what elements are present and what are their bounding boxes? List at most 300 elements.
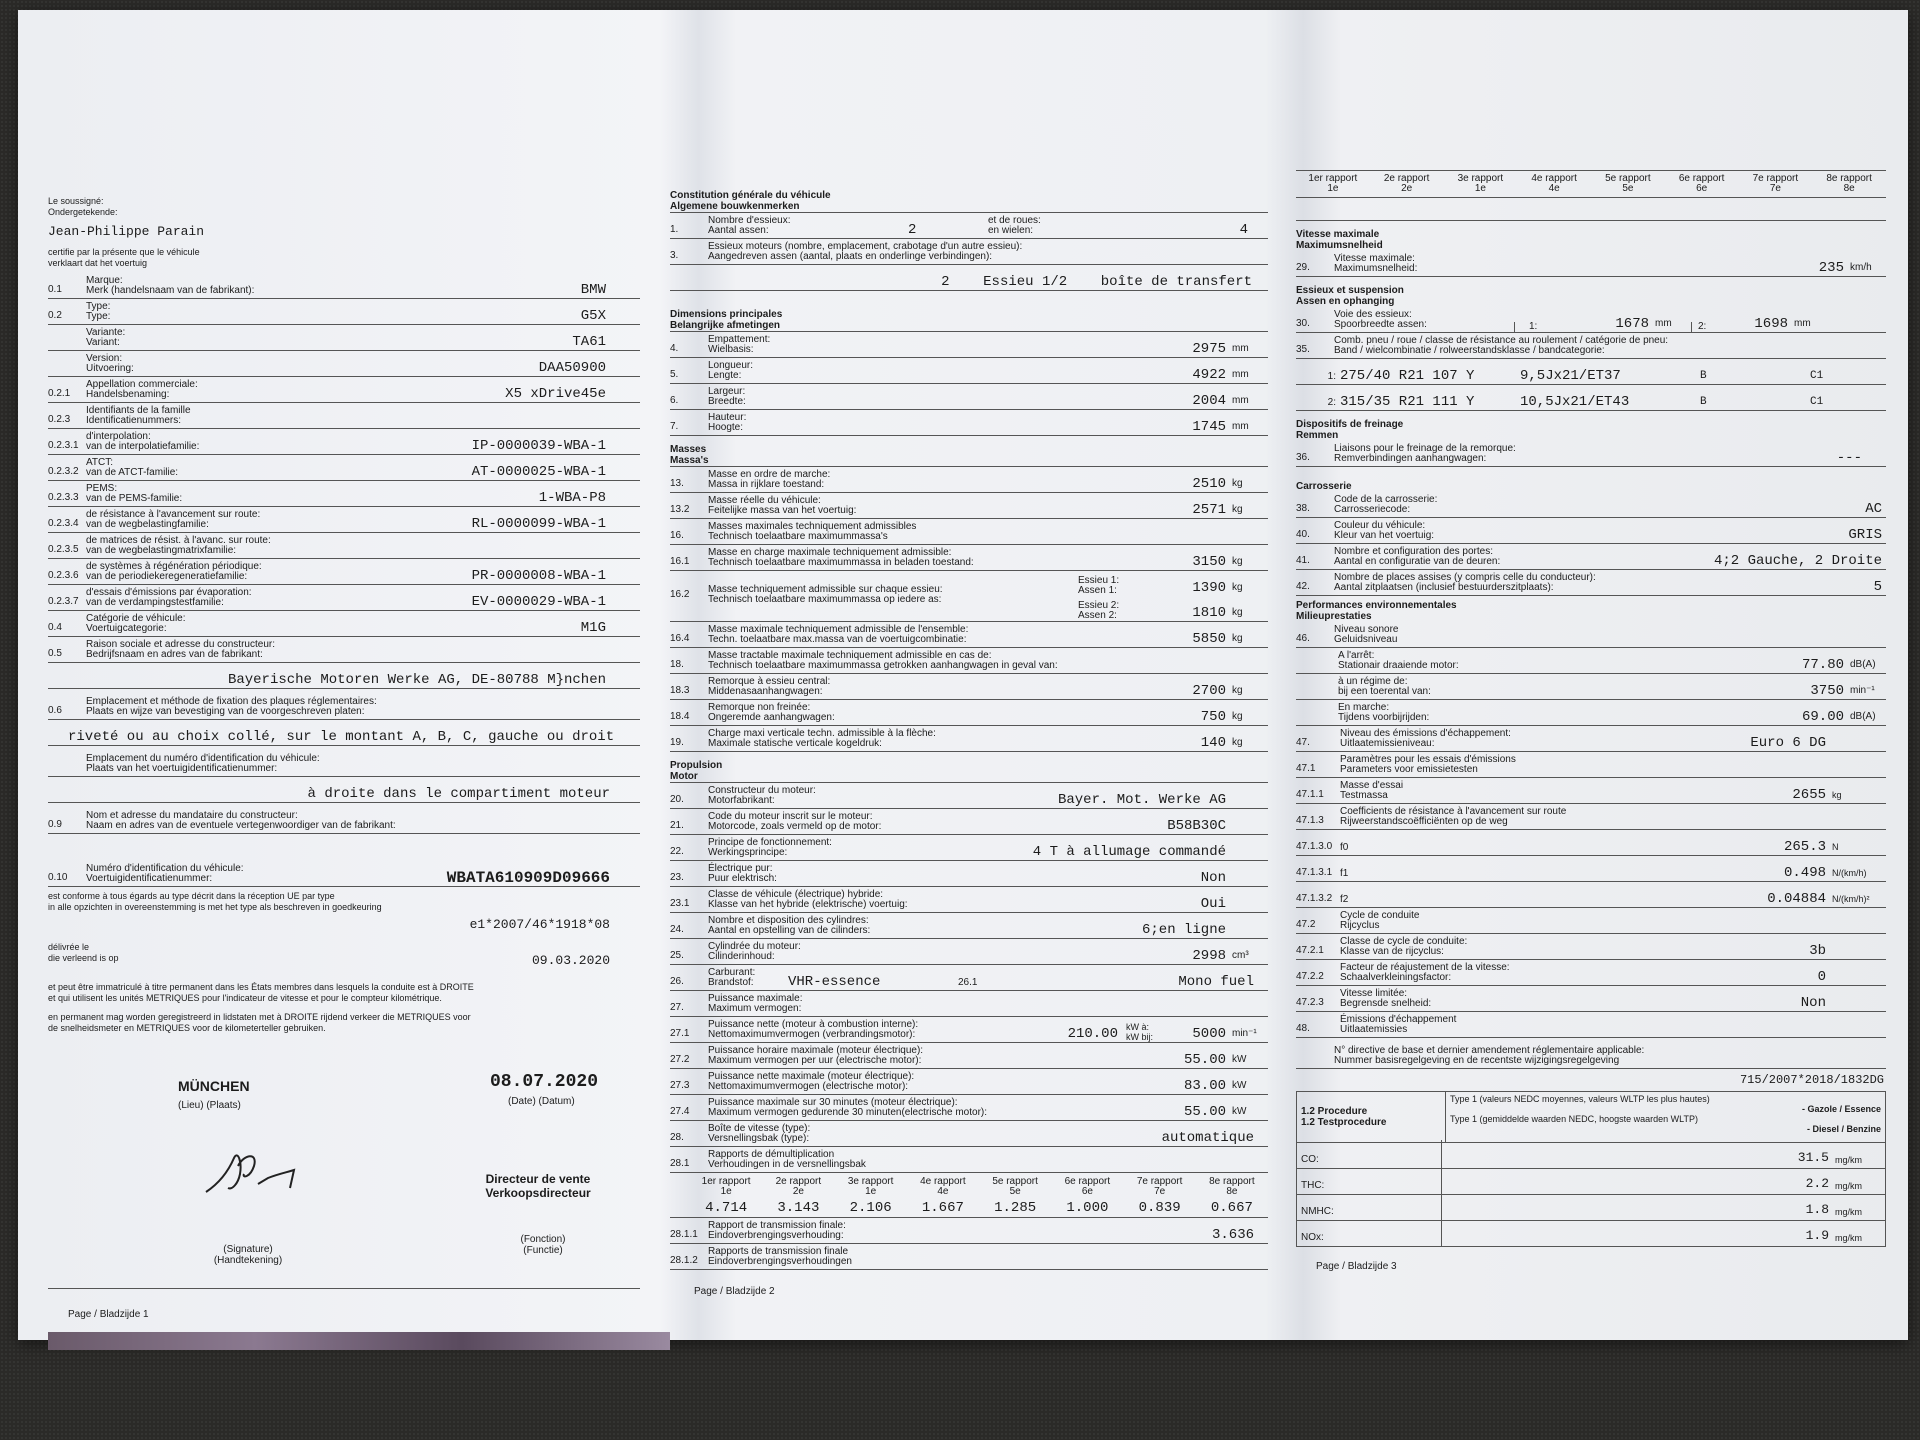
bottom-edge-strip: [48, 1332, 670, 1350]
emission-row: [1297, 1168, 1885, 1194]
dimension-row: [670, 410, 1268, 436]
spec-unit: [1826, 956, 1886, 959]
spec-value: X5 xDrive45e: [505, 386, 606, 402]
tyre-index: 2:: [1327, 397, 1336, 408]
spec-unit: kg: [1232, 504, 1243, 515]
spec-num: 47.2.1: [1296, 945, 1324, 956]
tyre-category: C1: [1810, 370, 1824, 382]
emission-parameter-row: [1296, 1012, 1886, 1038]
brake-header: Dispositifs de freinage Remmen: [1296, 419, 1404, 441]
gearbox-num: 28.: [670, 1132, 684, 1143]
spec-value: 4 T à allumage commandé: [1032, 844, 1226, 860]
spec-label: Puissance maximale sur 30 minutes (moteur électrique): Maximum vermogen gedurende 30 minuten(electrische motor):: [708, 1097, 988, 1118]
spec-num: 18.4: [670, 711, 690, 722]
spec-label: Charge maxi verticale techn. admissible à la flèche: Maximale statische verticale kogeldruk:: [708, 728, 936, 749]
spec-num: 47.1.3.0: [1296, 841, 1333, 852]
spec-num: 47.1.3.1: [1296, 867, 1333, 878]
emission-parameter-row: [1296, 726, 1886, 752]
mass-rows-2: [670, 622, 1268, 752]
gear-head: 4e rapport 4e: [1531, 173, 1577, 194]
spec-label: Masses maximales techniquement admissibles Technisch toelaatbare maximummassa's: [708, 521, 917, 542]
dimension-row: [670, 384, 1268, 410]
spec-value: 55.00: [1183, 1052, 1226, 1068]
emission-value: 2.2: [1805, 1176, 1829, 1191]
final-ratio-2-row: [670, 1244, 1268, 1270]
final-ratio-value: 3.636: [1211, 1227, 1254, 1243]
tyre-row: [1296, 333, 1886, 359]
tyre-combination-row: [1296, 359, 1886, 385]
spec-label: Raison sociale et adresse du constructeur: Bedrijfsnaam en adres van de fabrikant:: [86, 639, 275, 660]
spec-label: ATCT: van de ATCT-familie:: [86, 457, 179, 478]
spec-value: 5850: [1192, 631, 1226, 647]
spec-value: 1745: [1192, 419, 1226, 435]
spec-label: Niveau des émissions d'échappement: Uitlaatemissieniveau:: [1340, 728, 1511, 749]
spec-label: Hauteur: Hoogte:: [708, 412, 747, 433]
spec-unit: [1826, 930, 1886, 933]
net-power-label: Puissance nette (moteur à combustion interne): Nettomaximumvermogen (verbrandingsmotor):: [708, 1019, 919, 1040]
gear-head: 3e rapport 1e: [847, 1176, 894, 1197]
vin-value: WBATA610909D09666: [446, 869, 610, 887]
net-power-value: 210.00: [1067, 1026, 1118, 1042]
emission-parameter-row: [1296, 778, 1886, 804]
page1-spec-row: [48, 611, 640, 637]
spec-num: 13.2: [670, 504, 690, 515]
spec-label: Largeur: Breedte:: [708, 386, 746, 407]
body-rows: [1296, 492, 1886, 596]
spec-value: B58B30C: [1167, 818, 1226, 834]
signature-label: (Signature) (Handtekening): [213, 1244, 283, 1266]
spec-value: G5X: [580, 308, 606, 324]
track1-unit: mm: [1655, 318, 1672, 329]
noise-condition-label: En marche: Tijdens voorbijrijden:: [1338, 702, 1430, 723]
tyre-rim: 9,5Jx21/ET37: [1520, 368, 1621, 384]
page1-spec-row: [48, 637, 640, 663]
tyre-category: C1: [1810, 396, 1824, 408]
spec-value: TA61: [572, 334, 606, 350]
brake-row: [1296, 441, 1886, 467]
gear-head: 8e rapport 8e: [1826, 173, 1872, 194]
spec-unit: N/(km/h)²: [1832, 894, 1870, 904]
rep-num: 0.9: [48, 819, 62, 830]
spec-value: RL-0000099-WBA-1: [471, 516, 606, 532]
track-row: [1296, 307, 1886, 333]
axle1-label: Essieu 1: Assen 1:: [1078, 575, 1120, 596]
spec-unit: mm: [1232, 421, 1249, 432]
gear-head: 3e rapport 1e: [1457, 173, 1504, 194]
plates-num: 0.6: [48, 705, 62, 716]
gear-ratio-value: 4.714: [705, 1200, 748, 1216]
engine-rows: [670, 783, 1268, 965]
gear-head: 2e rapport 2e: [775, 1176, 822, 1197]
spec-label: d'essais d'émissions par évaporation: van de verdampingstestfamilie:: [86, 587, 252, 608]
spec-num: 6.: [670, 395, 679, 406]
page1-spec-row: [48, 403, 640, 429]
gearbox-label: Boîte de vitesse (type): Versnellingsbak (type):: [708, 1123, 811, 1144]
procedure-label: 1.2 Procedure 1.2 Testprocedure: [1297, 1092, 1446, 1142]
spec-value: 2700: [1192, 683, 1226, 699]
electric-power-rows: [670, 1043, 1268, 1121]
page-2-number: Page / Bladzijde 2: [694, 1286, 775, 1297]
spec-num: 47.1.3: [1296, 815, 1324, 826]
spec-unit: [1226, 935, 1268, 938]
spec-num: 47.2.2: [1296, 971, 1324, 982]
spec-num: 0.2.3.1: [48, 440, 79, 451]
spec-num: 27.3: [670, 1080, 690, 1091]
spec-num: 7.: [670, 421, 679, 432]
spec-label: de matrices de résist. à l'avanc. sur route: van de wegbelastingmatrixfamilie:: [86, 535, 271, 556]
plates-label: Emplacement et méthode de fixation des plaques réglementaires: Plaats en wijze van bevestiging van de voorgeschreven platen:: [86, 696, 377, 717]
coc-document-sheet: [18, 10, 1908, 1340]
gear-head: 4e rapport 4e: [920, 1176, 966, 1197]
axles-value: 2: [908, 222, 917, 238]
mass-row: [670, 622, 1268, 648]
mass-row: [670, 700, 1268, 726]
type1-nl: Type 1 (gemiddelde waarden NEDC, hoogste waarden WLTP): [1450, 1114, 1698, 1124]
spec-num: 0.2.3.6: [48, 570, 79, 581]
spec-label: Marque: Merk (handelsnaam van de fabrikant):: [86, 275, 255, 296]
plates-value: riveté ou au choix collé, sur le montant A, B, C, gauche ou droit: [68, 729, 615, 745]
spec-label: Cycle de conduite Rijcyclus: [1340, 910, 1420, 931]
gearbox-row: [670, 1121, 1268, 1147]
spec-value: M1G: [580, 620, 606, 636]
noise-value: 3750: [1810, 683, 1844, 699]
plates-value-row: [48, 720, 640, 746]
mass-row: [670, 493, 1268, 519]
issued-label: délivrée le die verleend is op: [48, 942, 119, 963]
spec-label: Empattement: Wielbasis:: [708, 334, 771, 355]
spec-num: 4.: [670, 343, 679, 354]
date-label: (Date) (Datum): [508, 1096, 575, 1107]
powered-value-row: [670, 265, 1268, 291]
ratios-row: [670, 1147, 1268, 1173]
directive-value: 715/2007*2018/1832DG: [1739, 1073, 1884, 1087]
page1-spec-row: [48, 455, 640, 481]
page-1-number: Page / Bladzijde 1: [48, 1288, 640, 1320]
gear-head: 5e rapport 5e: [992, 1176, 1038, 1197]
gear-ratio-value: 0.839: [1138, 1200, 1181, 1216]
noise-value: 77.80: [1801, 657, 1844, 673]
spec-num: 27.2: [670, 1054, 690, 1065]
spec-num: 38.: [1296, 503, 1310, 514]
gear-ratio-value: 0.667: [1210, 1200, 1253, 1216]
env-header: Performances environnementales Milieuprestaties: [1296, 600, 1457, 622]
emissions-table: [1296, 1091, 1886, 1247]
spec-num: 47.: [1296, 737, 1310, 748]
spec-num: 0.2.3.3: [48, 492, 79, 503]
fuel-label: Carburant: Brandstof:: [708, 967, 756, 988]
spec-label: Principe de fonctionnement: Werkingsprincipe:: [708, 837, 832, 858]
spec-num: 18.: [670, 659, 684, 670]
net-power-rpm-unit: min⁻¹: [1232, 1028, 1257, 1039]
track1-label: 1:: [1514, 322, 1559, 332]
signee-label: Le soussigné: Ondergetekende:: [48, 196, 118, 217]
spec-value: 4922: [1192, 367, 1226, 383]
spec-label: Masse en charge maximale techniquement admissible: Technisch toelaatbare maximummassa in beladen toestand:: [708, 547, 974, 568]
spec-value: 3b: [1809, 943, 1826, 959]
net-power-rpm: 5000: [1192, 1026, 1226, 1042]
tyre-combination-row: [1296, 385, 1886, 411]
noise-condition-label: A l'arrêt: Stationair draaiende motor:: [1338, 650, 1459, 671]
spec-unit: [1826, 982, 1886, 985]
spec-unit: kg: [1232, 685, 1243, 696]
spec-value: 2004: [1192, 393, 1226, 409]
body-row: [1296, 570, 1886, 596]
signature-image: [198, 1144, 318, 1204]
mass-row: [670, 674, 1268, 700]
spec-num: 16.1: [670, 556, 690, 567]
engine-row: [670, 861, 1268, 887]
power-row: [670, 991, 1268, 1017]
spec-label: Masse réelle du véhicule: Feitelijke massa van het voertuig:: [708, 495, 857, 516]
engine-row: [670, 913, 1268, 939]
spec-value: 2571: [1192, 502, 1226, 518]
spec-value: DAA50900: [538, 360, 606, 376]
approval-number: e1*2007/46*1918*08: [469, 917, 610, 932]
tyre-class: B: [1700, 370, 1707, 382]
directive-row: [1296, 1038, 1886, 1069]
mass-row: [670, 519, 1268, 545]
spec-label: Masse maximale techniquement admissible de l'ensemble: Techn. toelaatbare max.massa van de voertuigcombinatie:: [708, 624, 969, 645]
spec-label: d'interpolation: van de interpolatiefamilie:: [86, 431, 200, 452]
vin-location-label: Emplacement du numéro d'identification du véhicule: Plaats van het voertuigidentificatienummer:: [86, 753, 320, 774]
spec-num: 47.1: [1296, 763, 1316, 774]
fuel-sub-num: 26.1: [958, 977, 978, 988]
spec-num: 47.2: [1296, 919, 1316, 930]
spec-num: 47.2.3: [1296, 997, 1324, 1008]
spec-label: Code du moteur inscrit sur le moteur: Motorcode, zoals vermeld op de motor:: [708, 811, 882, 832]
emission-parameter-row: [1296, 804, 1886, 830]
emission-parameter-row: [1296, 752, 1886, 778]
dims-rows: [670, 332, 1268, 436]
gear-heads-grid: [1296, 170, 1886, 198]
noise-num: 46.: [1296, 633, 1310, 644]
brake-label: Liaisons pour le freinage de la remorque: Remverbindingen aanhangwagen:: [1334, 443, 1516, 464]
net-power-kw-label: kW à: kW bij:: [1126, 1022, 1153, 1042]
spec-value: Bayer. Mot. Werke AG: [1057, 792, 1226, 808]
spec-value: 83.00: [1183, 1078, 1226, 1094]
spec-value: Euro 6 DG: [1750, 735, 1826, 751]
type1-nl-fuel: - Diesel / Benzine: [1806, 1124, 1881, 1134]
spec-label: PEMS: van de PEMS-familie:: [86, 483, 183, 504]
page-3: [1296, 170, 1886, 1272]
spec-value: AC: [1865, 501, 1882, 517]
spec-unit: N/(km/h): [1832, 868, 1867, 878]
emission-parameter-row: [1296, 856, 1886, 882]
spec-label: Couleur du véhicule: Kleur van het voertuig:: [1334, 520, 1435, 541]
general-header: Constitution générale du véhicule Algemene bouwkenmerken: [670, 182, 1268, 213]
gear-head: 1er rapport 1e: [701, 1176, 751, 1197]
function-value: Directeur de vente Verkoopsdirecteur: [485, 1172, 591, 1200]
emission-pollutant: CO:: [1297, 1140, 1442, 1168]
rep-label: Nom et adresse du mandataire du constructeur: Naam en adres van de eventuele vertegenwoordiger van de fabrikant:: [86, 810, 396, 831]
page1-spec-row: [48, 585, 640, 611]
page1-spec-row: [48, 273, 640, 299]
vin-row: [48, 856, 640, 887]
spacer: [1296, 670, 1334, 673]
noise-value-row: [1296, 648, 1886, 674]
spec-num: 48.: [1296, 1023, 1310, 1034]
conform-text: est conforme à tous égards au type décrit dans la réception UE par type in alle opzichten in overeenstemming is met het type als beschreven in goedkeuring: [48, 891, 382, 912]
spec-num: 0.5: [48, 648, 62, 659]
spec-unit: kg: [1232, 478, 1243, 489]
spec-num: 19.: [670, 737, 684, 748]
spec-num: 16.4: [670, 633, 690, 644]
emission-row: [1297, 1220, 1885, 1246]
emission-value: 1.8: [1805, 1202, 1829, 1217]
type1-fr-fuel: - Gazole / Essence: [1801, 1104, 1881, 1114]
mass-row: [670, 648, 1268, 674]
spec-label: Paramètres pour les essais d'émissions Parameters voor emissietesten: [1340, 754, 1516, 775]
speed-value: 235: [1818, 260, 1844, 276]
emission-row: [1297, 1194, 1885, 1220]
power-label: Puissance maximale: Maximum vermogen:: [708, 993, 803, 1014]
type1-fr: Type 1 (valeurs NEDC moyennes, valeurs WLTP les plus hautes): [1450, 1094, 1710, 1104]
spec-label: f2: [1340, 894, 1349, 905]
page-2: [670, 182, 1268, 1297]
spec-value: 1-WBA-P8: [538, 490, 606, 506]
page1-spec-row: [48, 559, 640, 585]
mass-row: [670, 467, 1268, 493]
approval-date: 09.03.2020: [531, 953, 610, 968]
spec-unit: mm: [1232, 395, 1249, 406]
function-label: (Fonction) (Functie): [520, 1234, 566, 1256]
spec-num: 24.: [670, 924, 684, 935]
page-1: [48, 192, 640, 1320]
spec-num: 0.2.3: [48, 414, 71, 425]
wheels-label: et de roues: en wielen:: [988, 215, 1041, 236]
spec-unit: kg: [1832, 790, 1842, 800]
spec-unit: [1226, 883, 1268, 886]
gear-head: 5e rapport 5e: [1605, 173, 1651, 194]
engine-row: [670, 939, 1268, 965]
noise-unit: dB(A): [1850, 711, 1876, 722]
spec-unit: kg: [1232, 711, 1243, 722]
spec-num: [48, 347, 86, 350]
spec-value: 2975: [1192, 341, 1226, 357]
spec-label: Longueur: Lengte:: [708, 360, 754, 381]
wheels-value: 4: [1239, 222, 1248, 238]
spec-num: 0.1: [48, 284, 62, 295]
emission-pollutant: NMHC:: [1297, 1192, 1442, 1220]
spec-value: 4;2 Gauche, 2 Droite: [1713, 553, 1882, 569]
spec-unit: kW: [1232, 1080, 1247, 1091]
axle-mass-row: [670, 571, 1268, 622]
engine-row: [670, 783, 1268, 809]
spacer: [1296, 696, 1334, 699]
page-3-number: Page / Bladzijde 3: [1316, 1261, 1397, 1272]
spec-value: AT-0000025-WBA-1: [471, 464, 606, 480]
spec-num: 47.1.3.2: [1296, 893, 1333, 904]
gear-head: 6e rapport 6e: [1064, 1176, 1111, 1197]
spec-value: EV-0000029-WBA-1: [471, 594, 606, 610]
track1-value: 1678: [1615, 316, 1649, 332]
spec-num: 16.: [670, 530, 684, 541]
spec-label: Puissance horaire maximale (moteur électrique): Maximum vermogen per uur (electrische motor):: [708, 1045, 924, 1066]
noise-value-row: [1296, 674, 1886, 700]
page1-spec-row: [48, 533, 640, 559]
emission-parameter-row: [1296, 908, 1886, 934]
emission-parameter-row: [1296, 986, 1886, 1012]
spec-num: 23.1: [670, 898, 690, 909]
propulsion-header: Propulsion Motor: [670, 752, 1268, 783]
spec-num: 0.2.3.4: [48, 518, 79, 529]
spec-value: 55.00: [1183, 1104, 1226, 1120]
mass-rows: [670, 467, 1268, 571]
spec-unit: [1826, 774, 1886, 777]
spec-label: Classe de cycle de conduite: Klasse van de rijcyclus:: [1340, 936, 1468, 957]
gear-ratios-grid: [670, 1173, 1268, 1218]
speed-unit: km/h: [1850, 262, 1872, 273]
page1-spec-row: [48, 325, 640, 351]
spec-num: 0.2.3.2: [48, 466, 79, 477]
spec-label: Coefficients de résistance à l'avancement sur route Rijweerstandscoëfficiënten op de weg: [1340, 806, 1567, 827]
noise-condition-label: à un régime de: bij een toerental van:: [1338, 676, 1431, 697]
manufacturer-row: [48, 663, 640, 689]
spec-unit: kg: [1232, 633, 1243, 644]
emission-pollutant: THC:: [1297, 1166, 1442, 1194]
power-num: 27.: [670, 1002, 684, 1013]
spec-unit: mm: [1232, 343, 1249, 354]
spec-unit: [1226, 909, 1268, 912]
spec-label: Nombre et configuration des portes: Aantal en configuratie van de deuren:: [1334, 546, 1501, 567]
emission-unit: mg/km: [1835, 1207, 1862, 1217]
emission-row: [1297, 1143, 1885, 1168]
tyre-num: 35.: [1296, 344, 1310, 355]
spec-num: 18.3: [670, 685, 690, 696]
noise-rows: [1296, 648, 1886, 726]
axle1-unit: kg: [1232, 582, 1243, 593]
page1-rows: [48, 273, 640, 663]
net-power-row: [670, 1017, 1268, 1043]
spec-num: 0.2.3.7: [48, 596, 79, 607]
spec-num: 0.4: [48, 622, 62, 633]
noise-unit: min⁻¹: [1850, 685, 1875, 696]
final-ratio-row: [670, 1218, 1268, 1244]
spec-unit: cm³: [1232, 950, 1249, 961]
spec-value: 0.04884: [1767, 891, 1826, 907]
gear-ratio-value: 1.000: [1066, 1200, 1109, 1216]
spec-unit: [1826, 826, 1886, 829]
track-num: 30.: [1296, 318, 1310, 329]
tyre-label: Comb. pneu / roue / classe de résistance au roulement / catégorie de pneu: Band / wielcombinatie / rolweerstandsklasse / bandcategorie:: [1334, 335, 1669, 356]
powered-value: 2 Essieu 1/2 boîte de transfert: [941, 274, 1252, 290]
vin-location-value: à droite dans le compartiment moteur: [307, 786, 610, 802]
spec-unit: kW: [1232, 1054, 1247, 1065]
mass-row: [670, 726, 1268, 752]
spacer: [1296, 722, 1334, 725]
gear-ratio-value: 1.285: [994, 1200, 1037, 1216]
spec-label: Cylindrée du moteur: Cilinderinhoud:: [708, 941, 801, 962]
gear-ratio-value: 2.106: [849, 1200, 892, 1216]
axles-row: [670, 213, 1268, 239]
fuel-row: [670, 965, 1268, 991]
spec-value: IP-0000039-WBA-1: [471, 438, 606, 454]
spec-num: 23.: [670, 872, 684, 883]
spec-num: 27.4: [670, 1106, 690, 1117]
emission-value-rows: [1297, 1143, 1885, 1246]
spec-label: Code de la carrosserie: Carrosseriecode:: [1334, 494, 1438, 515]
spec-unit: [1226, 670, 1268, 673]
representative-row: [48, 803, 640, 834]
spec-label: Électrique pur: Puur elektrisch:: [708, 863, 777, 884]
emission-unit: mg/km: [1835, 1155, 1862, 1165]
gear-head: 1er rapport 1e: [1308, 173, 1358, 194]
spec-value: 2510: [1192, 476, 1226, 492]
electric-power-row: [670, 1043, 1268, 1069]
tyre-rim: 10,5Jx21/ET43: [1520, 394, 1630, 410]
spec-label: f0: [1340, 842, 1349, 853]
gear-head: 7e rapport 7e: [1136, 1176, 1183, 1197]
